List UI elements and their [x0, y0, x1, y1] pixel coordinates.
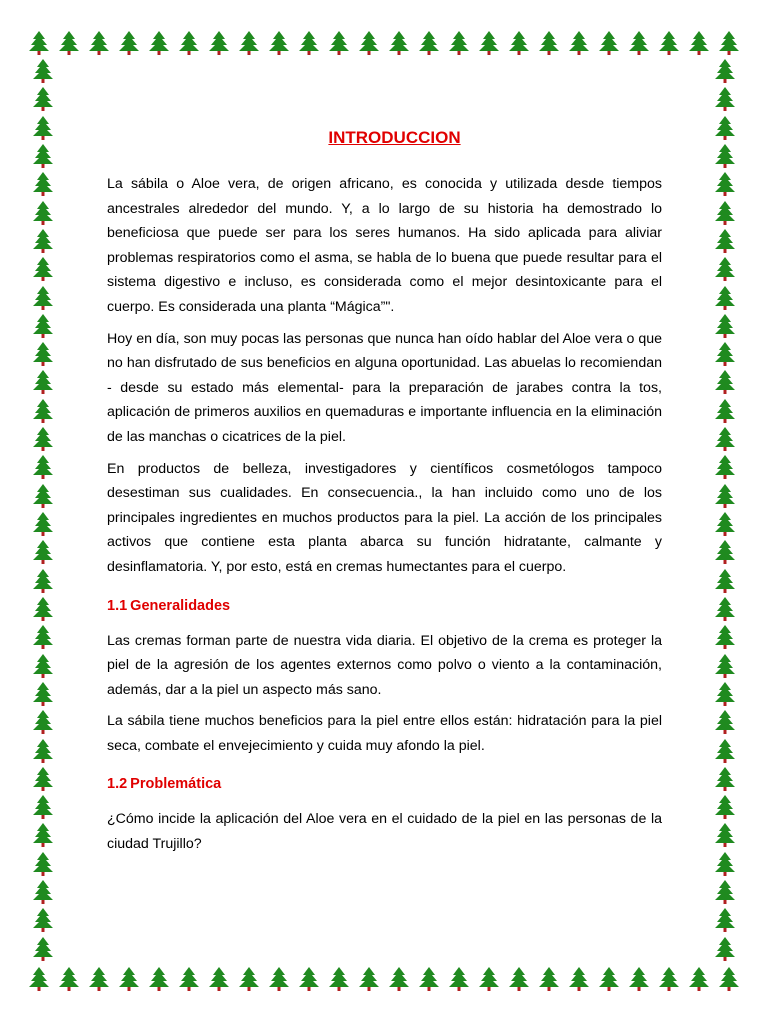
christmas-tree-icon — [714, 851, 736, 877]
christmas-tree-icon — [268, 30, 290, 56]
christmas-tree-icon — [714, 794, 736, 820]
christmas-tree-icon — [714, 539, 736, 565]
christmas-tree-icon — [568, 966, 590, 992]
christmas-tree-icon — [714, 341, 736, 367]
christmas-tree-icon — [32, 681, 54, 707]
christmas-tree-icon — [714, 511, 736, 537]
christmas-tree-icon — [238, 966, 260, 992]
christmas-tree-icon — [418, 966, 440, 992]
christmas-tree-icon — [32, 766, 54, 792]
christmas-tree-icon — [714, 766, 736, 792]
section-heading-problematica — [107, 776, 662, 792]
christmas-tree-icon — [32, 398, 54, 424]
christmas-tree-icon — [714, 143, 736, 169]
christmas-tree-icon — [388, 30, 410, 56]
christmas-tree-icon — [598, 966, 620, 992]
christmas-tree-icon — [32, 341, 54, 367]
document-title: INTRODUCCION — [328, 128, 461, 147]
christmas-tree-icon — [148, 966, 170, 992]
intro-paragraph: Hoy en día, son muy pocas las personas que nunca han oído hablar del Aloe vera o que no han disfrutado de sus beneficios en alguna oportunidad. Las abuelas lo recomiendan - desde su estado más elemental- para la preparación de jarabes contra la tos, aplicación de primeros auxilios en quemaduras e importante influencia en la eliminación de las manchas o cicatrices de la piel. — [107, 330, 662, 445]
section-heading-generalidades — [107, 598, 662, 614]
christmas-tree-icon — [178, 966, 200, 992]
christmas-tree-icon — [714, 907, 736, 933]
christmas-tree-icon — [714, 568, 736, 594]
christmas-tree-icon — [714, 313, 736, 339]
christmas-tree-icon — [598, 30, 620, 56]
christmas-tree-icon — [32, 653, 54, 679]
christmas-tree-icon — [538, 966, 560, 992]
section-paragraph: La sábila tiene muchos beneficios para la piel entre ellos están: hidratación para la piel seca, combate el envejecimiento y cuida muy afondo la piel. — [107, 713, 662, 754]
christmas-tree-icon — [714, 822, 736, 848]
border-left — [28, 58, 58, 962]
section-title: Generalidades — [130, 597, 231, 614]
christmas-tree-icon — [714, 86, 736, 112]
christmas-tree-icon — [718, 30, 740, 56]
christmas-tree-icon — [714, 398, 736, 424]
christmas-tree-icon — [714, 653, 736, 679]
christmas-tree-icon — [328, 966, 350, 992]
christmas-tree-icon — [58, 30, 80, 56]
christmas-tree-icon — [714, 709, 736, 735]
christmas-tree-icon — [32, 596, 54, 622]
christmas-tree-icon — [628, 966, 650, 992]
christmas-tree-icon — [148, 30, 170, 56]
christmas-tree-icon — [32, 936, 54, 962]
christmas-tree-icon — [448, 30, 470, 56]
border-top — [28, 28, 740, 58]
christmas-tree-icon — [32, 511, 54, 537]
christmas-tree-icon — [568, 30, 590, 56]
christmas-tree-icon — [714, 200, 736, 226]
christmas-tree-icon — [714, 936, 736, 962]
christmas-tree-icon — [688, 30, 710, 56]
christmas-tree-icon — [298, 966, 320, 992]
christmas-tree-icon — [714, 285, 736, 311]
christmas-tree-icon — [88, 30, 110, 56]
christmas-tree-icon — [714, 596, 736, 622]
christmas-tree-icon — [448, 966, 470, 992]
christmas-tree-icon — [714, 483, 736, 509]
christmas-tree-icon — [32, 738, 54, 764]
christmas-tree-icon — [358, 966, 380, 992]
christmas-tree-icon — [688, 966, 710, 992]
christmas-tree-icon — [28, 30, 50, 56]
christmas-tree-icon — [208, 966, 230, 992]
document-body — [107, 128, 662, 864]
section-paragraph: ¿Cómo incide la aplicación del Aloe vera en el cuidado de la piel en las personas de la ciudad Trujillo? — [107, 811, 662, 853]
christmas-tree-icon — [714, 454, 736, 480]
christmas-tree-icon — [118, 966, 140, 992]
christmas-tree-icon — [714, 681, 736, 707]
christmas-tree-icon — [88, 966, 110, 992]
christmas-tree-icon — [58, 966, 80, 992]
christmas-tree-icon — [32, 256, 54, 282]
christmas-tree-icon — [32, 86, 54, 112]
christmas-tree-icon — [32, 426, 54, 452]
christmas-tree-icon — [32, 879, 54, 905]
christmas-tree-icon — [714, 624, 736, 650]
christmas-tree-icon — [118, 30, 140, 56]
christmas-tree-icon — [32, 228, 54, 254]
christmas-tree-icon — [268, 966, 290, 992]
christmas-tree-icon — [478, 966, 500, 992]
christmas-tree-icon — [714, 228, 736, 254]
christmas-tree-icon — [508, 30, 530, 56]
christmas-tree-icon — [238, 30, 260, 56]
christmas-tree-icon — [32, 143, 54, 169]
christmas-tree-icon — [32, 171, 54, 197]
christmas-tree-icon — [32, 483, 54, 509]
christmas-tree-icon — [658, 30, 680, 56]
christmas-tree-icon — [714, 58, 736, 84]
christmas-tree-icon — [32, 539, 54, 565]
christmas-tree-icon — [328, 30, 350, 56]
christmas-tree-icon — [714, 256, 736, 282]
christmas-tree-icon — [32, 313, 54, 339]
christmas-tree-icon — [714, 369, 736, 395]
christmas-tree-icon — [714, 426, 736, 452]
christmas-tree-icon — [32, 58, 54, 84]
christmas-tree-icon — [32, 907, 54, 933]
christmas-tree-icon — [178, 30, 200, 56]
christmas-tree-icon — [298, 30, 320, 56]
christmas-tree-icon — [208, 30, 230, 56]
christmas-tree-icon — [538, 30, 560, 56]
christmas-tree-icon — [358, 30, 380, 56]
christmas-tree-icon — [32, 624, 54, 650]
christmas-tree-icon — [32, 454, 54, 480]
christmas-tree-icon — [478, 30, 500, 56]
section-title: Problemática — [130, 776, 222, 793]
christmas-tree-icon — [388, 966, 410, 992]
christmas-tree-icon — [658, 966, 680, 992]
christmas-tree-icon — [32, 369, 54, 395]
border-right — [710, 58, 740, 962]
christmas-tree-icon — [32, 568, 54, 594]
christmas-tree-icon — [714, 115, 736, 141]
christmas-tree-icon — [32, 794, 54, 820]
christmas-tree-icon — [714, 171, 736, 197]
intro-paragraph: En productos de belleza, investigadores y científicos cosmetólogos tampoco desestiman sus cualidades. En consecuencia., la han incluido como uno de los principales ingredientes en muchos productos para la piel. La acción de los principales activos que contiene esta planta abarca su función hidratante, calmante y desinflamatoria. Y, por esto, está en cremas humectantes para el cuerpo. — [107, 460, 662, 575]
christmas-tree-icon — [714, 738, 736, 764]
christmas-tree-icon — [28, 966, 50, 992]
christmas-tree-icon — [32, 709, 54, 735]
section-paragraph: Las cremas forman parte de nuestra vida diaria. El objetivo de la crema es proteger la piel de la agresión de los agentes externos como polvo o viento a la contaminación, además, dar a la piel un aspecto más sano. — [107, 632, 662, 698]
border-bottom — [28, 964, 740, 994]
christmas-tree-icon — [508, 966, 530, 992]
christmas-tree-icon — [628, 30, 650, 56]
christmas-tree-icon — [32, 200, 54, 226]
intro-paragraph: La sábila o Aloe vera, de origen africano, es conocida y utilizada desde tiempos ancestrales alrededor del mundo. Y, a lo largo de su historia ha demostrado lo beneficiosa que puede ser para los seres humanos. Ha sido aplicada para aliviar problemas respiratorios como el asma, se habla de lo buena que puede resultar para el sistema digestivo e incluso, es considerada como el mejor desintoxicante para el cuerpo. Es considerada una planta “Mágica”". — [107, 176, 662, 315]
christmas-tree-icon — [418, 30, 440, 56]
section-number: 1.2 — [107, 776, 128, 793]
section-number: 1.1 — [107, 597, 128, 614]
christmas-tree-icon — [718, 966, 740, 992]
christmas-tree-icon — [32, 851, 54, 877]
christmas-tree-icon — [32, 822, 54, 848]
christmas-tree-icon — [714, 879, 736, 905]
christmas-tree-icon — [32, 115, 54, 141]
christmas-tree-icon — [32, 285, 54, 311]
